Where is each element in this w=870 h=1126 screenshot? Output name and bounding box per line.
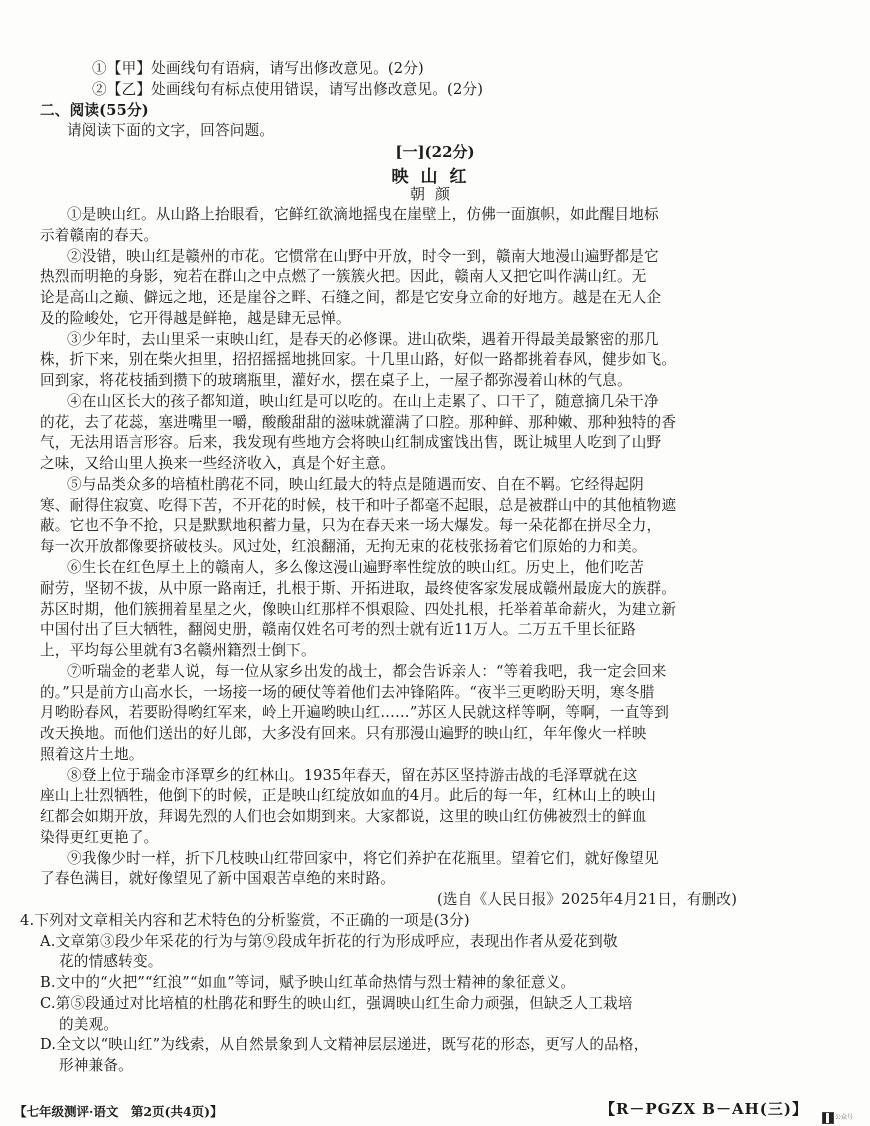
- text-line: (选自《人民日报》2025年4月21日，有删改): [437, 891, 738, 908]
- text-line: C.第⑤段通过对比培植的杜鹃花和野生的映山红，强调映山红生命力顽强，但缺乏人工栽培: [40, 995, 633, 1012]
- text-line: 照着这片土地。: [40, 746, 144, 763]
- text-line: ①【甲】处画线句有语病，请写出修改意见。(2分): [92, 60, 424, 77]
- qr-code-icon: [822, 1112, 834, 1124]
- text-line: ③少年时，去山里采一束映山红，是春天的必修课。进山砍柴，遇着开得最美最繁密的那几: [67, 331, 659, 348]
- text-line: ②没错，映山红是赣州的市花。它惯常在山野中开放，时令一到，赣南大地漫山遍野都是它: [67, 248, 659, 265]
- text-line: ①是映山红。从山路上抬眼看，它鲜红欲滴地摇曳在崖壁上，仿佛一面旗帜，如此醒目地标: [67, 206, 659, 223]
- text-line: ⑨我像少时一样，折下几枝映山红带回家中，将它们养护在花瓶里。望着它们，就好像望见: [67, 850, 659, 867]
- text-line: 了春色满目，就好像望见了新中国艰苦卓绝的来时路。: [40, 870, 396, 887]
- text-line: ⑤与品类众多的培植杜鹃花不同，映山红最大的特点是随遇而安、自在不羁。它经得起阴: [67, 476, 644, 493]
- article-title: 映山红: [391, 167, 479, 187]
- text-line: 示着赣南的春天。: [40, 227, 159, 244]
- text-line: 请阅读下面的文字，回答问题。: [67, 122, 275, 139]
- text-line: ⑧登上位于瑞金市泽覃乡的红林山。1935年春天，留在苏区坚持游击战的毛泽覃就在这: [67, 767, 638, 784]
- text-line: 的美观。: [59, 1016, 119, 1033]
- text-line: ④在山区长大的孩子都知道，映山红是可以吃的。在山上走累了、口干了，随意摘几朵干净: [67, 393, 659, 410]
- text-line: A.文章第③段少年采花的行为与第⑨段成年折花的行为形成呼应，表现出作者从爱花到敬: [40, 933, 618, 950]
- text-line: 中国付出了巨大牺牲，翻阅史册，赣南仅姓名可考的烈士就有近11万人。二万五千里长征路: [40, 621, 636, 638]
- text-line: ⑦听瑞金的老辈人说，每一位从家乡出发的战士，都会告诉亲人：“等着我吧，我一定会回来: [67, 663, 667, 680]
- text-line: 月哟盼春风，若要盼得哟红军来，岭上开遍哟映山红……”苏区人民就这样等啊，等啊，一直等到: [40, 704, 670, 721]
- text-line: 论是高山之巅、僻远之地，还是崖谷之畔、石缝之间，都是它安身立命的好地方。越是在无人企: [40, 289, 662, 306]
- text-line: 寒、耐得住寂寞、吃得下苦，不开花的时候，枝干和叶子都毫不起眼，总是被群山中的其他植物遮: [40, 497, 677, 514]
- text-line: 气，无法用语言形容。后来，我发现有些地方会将映山红制成蜜饯出售，既让城里人吃到了山野: [40, 434, 662, 451]
- text-line: 4.下列对文章相关内容和艺术特色的分析鉴赏，不正确的一项是(3分): [20, 912, 470, 929]
- text-line: 每一次开放都像要挤破枝头。风过处，红浪翻涌，无拘无束的花枝张扬着它们原始的力和美。: [40, 538, 647, 555]
- section-heading: [一](22分): [395, 143, 475, 161]
- text-line: 上，平均每公里就有3名赣州籍烈士倒下。: [40, 642, 316, 659]
- footer-page-info: 【七年级测评·语文 第2页(共4页)】: [14, 1104, 223, 1119]
- footer-exam-code: 【R－PGZX B－AH(三)】: [599, 1100, 808, 1118]
- text-line: 的花，去了花蕊，塞进嘴里一嚼，酸酸甜甜的滋味就灌满了口腔。那种鲜、那种嫩、那种独特的香: [40, 414, 677, 431]
- text-line: 形神兼备。: [59, 1057, 133, 1074]
- text-line: B.文中的“火把”“红浪”“如血”等词，赋予映山红革命热情与烈士精神的象征意义。: [40, 974, 576, 991]
- text-line: 二、阅读(55分): [40, 102, 149, 119]
- article-author: 朝颜: [409, 185, 460, 203]
- text-line: 的。”只是前方山高水长，一场接一场的硬仗等着他们去冲锋陷阵。“夜半三更哟盼天明，寒冬腊: [40, 684, 655, 701]
- text-line: ②【乙】处画线句有标点使用错误，请写出修改意见。(2分): [92, 81, 484, 98]
- text-line: 及的险峻处，它开得越是鲜艳，越是肆无忌惮。: [40, 310, 351, 327]
- text-line: D.全文以“映山红”为线索，从自然景象到人文精神层层递进，既写花的形态，更写人的品格，: [40, 1036, 649, 1053]
- text-line: ⑥生长在红色厚土上的赣南人，多么像这漫山遍野率性绽放的映山红。历史上，他们吃苦: [67, 559, 644, 576]
- text-line: 红都会如期开放，拜谒先烈的人们也会如期到来。大家都说，这里的映山红仿佛被烈士的鲜血: [40, 808, 647, 825]
- text-line: 回到家，将花枝插到攒下的玻璃瓶里，灌好水，摆在桌子上，一屋子都弥漫着山林的气息。: [40, 372, 632, 389]
- text-line: 花的情感转变。: [59, 953, 163, 970]
- text-line: 之味，又给山里人换来一些经济收入，真是个好主意。: [40, 455, 396, 472]
- watermark: 公众号: [835, 1114, 854, 1121]
- text-line: 改天换地。而他们送出的好儿郎，大多没有回来。只有那漫山遍野的映山红，年年像火一样映: [40, 725, 647, 742]
- text-line: 染得更红更艳了。: [40, 829, 159, 846]
- text-line: 蔽。它也不争不抢，只是默默地积蓄力量，只为在春天来一场大爆发。每一朵花都在拼尽全力，: [40, 517, 662, 534]
- text-line: 耐劳，坚韧不拔，从中原一路南迁，扎根于斯、开拓进取，最终使客家发展成赣州最庞大的族群。: [40, 580, 677, 597]
- text-line: 苏区时期，他们簇拥着星星之火，像映山红那样不惧艰险、四处扎根，托举着革命薪火，为建立新: [40, 601, 677, 618]
- text-line: 株，折下来，别在柴火担里，招招摇摇地挑回家。十几里山路，好似一路都挑着春风，健步如飞。: [40, 351, 677, 368]
- text-line: 座山上壮烈牺牲，他倒下的时候，正是映山红绽放如血的4月。此后的每一年，红林山上的映山: [40, 787, 657, 804]
- text-line: 热烈而明艳的身影，宛若在群山之中点燃了一簇簇火把。因此，赣南人又把它叫作满山红。无: [40, 268, 647, 285]
